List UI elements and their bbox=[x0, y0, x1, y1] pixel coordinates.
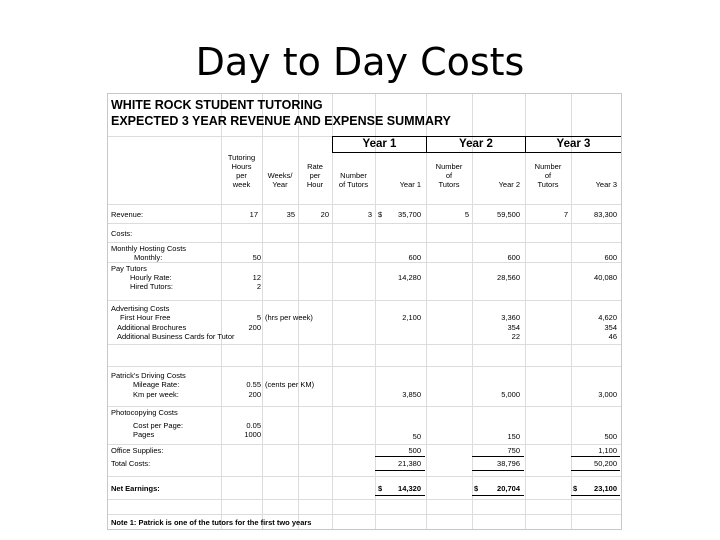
revenue-tutors-y3: 7 bbox=[563, 210, 568, 219]
hosting-label: Monthly Hosting Costs bbox=[111, 244, 187, 253]
gridline bbox=[298, 94, 299, 529]
first-hour-y2: 3,360 bbox=[501, 313, 520, 322]
gridline bbox=[108, 366, 621, 367]
gridline bbox=[332, 94, 333, 529]
net-earnings-y1: 14,320 bbox=[398, 484, 421, 493]
revenue-y3: 83,300 bbox=[594, 210, 617, 219]
driving-y2: 5,000 bbox=[501, 390, 520, 399]
office-supplies-y1: 500 bbox=[408, 446, 421, 455]
office-supplies-y3: 1,100 bbox=[598, 446, 617, 455]
office-supplies-y2: 750 bbox=[507, 446, 520, 455]
gridline bbox=[108, 204, 621, 205]
net-earnings-y2: 20,704 bbox=[497, 484, 520, 493]
business-cards-y2: 22 bbox=[511, 332, 520, 341]
total-costs-y1: 21,380 bbox=[398, 459, 421, 468]
net-double-rule-y2 bbox=[472, 495, 524, 496]
hosting-y3: 600 bbox=[604, 253, 617, 262]
spreadsheet bbox=[107, 93, 622, 530]
gridline bbox=[108, 514, 621, 515]
revenue-hours: 17 bbox=[249, 210, 258, 219]
gridline bbox=[108, 444, 621, 445]
km-value: 200 bbox=[248, 390, 261, 399]
col-head-num3-l1: Number bbox=[534, 162, 562, 171]
col-head-num1-l2: of Tutors bbox=[338, 180, 369, 189]
col-head-y2: Year 2 bbox=[498, 180, 520, 189]
col-head-rate bbox=[298, 162, 332, 189]
col-head-num3-l3: Tutors bbox=[537, 180, 559, 189]
first-hour-y3: 4,620 bbox=[598, 313, 617, 322]
hosting-y2: 600 bbox=[507, 253, 520, 262]
revenue-rate: 20 bbox=[320, 210, 329, 219]
gridline bbox=[108, 300, 621, 301]
net-earnings-label: Net Earnings: bbox=[111, 484, 160, 493]
net-dollar-y2: $ bbox=[474, 484, 479, 493]
advertising-label: Advertising Costs bbox=[111, 304, 170, 313]
revenue-dollar-y1: $ bbox=[378, 210, 383, 219]
col-head-weeks-l1: Weeks/ bbox=[267, 171, 293, 180]
photocopy-label: Photocopying Costs bbox=[111, 408, 178, 417]
year2-heading: Year 2 bbox=[459, 138, 493, 150]
photocopy-y2: 150 bbox=[507, 432, 520, 441]
gridline bbox=[262, 94, 263, 529]
mileage-value: 0.55 bbox=[246, 380, 261, 389]
revenue-y1: 35,700 bbox=[398, 210, 421, 219]
net-rule-y2 bbox=[472, 470, 524, 471]
business-cards-y3: 46 bbox=[608, 332, 617, 341]
col-head-weeks bbox=[262, 171, 298, 189]
net-rule-y1 bbox=[375, 470, 425, 471]
cost-per-page-value: 0.05 bbox=[246, 421, 261, 430]
hired-tutors-label: Hired Tutors: bbox=[130, 282, 173, 291]
driving-y1: 3,850 bbox=[402, 390, 421, 399]
col-head-num2 bbox=[426, 162, 472, 189]
total-costs-y2: 38,796 bbox=[497, 459, 520, 468]
col-head-num1 bbox=[332, 171, 375, 189]
pay-tutors-y1: 14,280 bbox=[398, 273, 421, 282]
first-hour-label: First Hour Free bbox=[120, 313, 171, 322]
first-hour-y1: 2,100 bbox=[402, 313, 421, 322]
col-head-num2-l2: of bbox=[445, 171, 453, 180]
brochures-value: 200 bbox=[248, 323, 261, 332]
first-hour-value: 5 bbox=[256, 313, 261, 322]
col-head-hours bbox=[221, 153, 262, 189]
revenue-y2: 59,500 bbox=[497, 210, 520, 219]
hosting-sub-label: Monthly: bbox=[134, 253, 163, 262]
year1-heading: Year 1 bbox=[362, 138, 397, 150]
first-hour-note: (hrs per week) bbox=[265, 313, 313, 322]
pages-value: 1000 bbox=[244, 430, 261, 439]
hired-tutors-value: 2 bbox=[256, 282, 261, 291]
sheet-subtitle: EXPECTED 3 YEAR REVENUE AND EXPENSE SUMMARY bbox=[111, 114, 451, 128]
total-rule-y1 bbox=[375, 456, 425, 457]
net-rule-y3 bbox=[571, 470, 620, 471]
year3-heading: Year 3 bbox=[556, 138, 591, 150]
revenue-tutors-y2: 5 bbox=[464, 210, 469, 219]
brochures-y2: 354 bbox=[507, 323, 520, 332]
driving-y3: 3,000 bbox=[598, 390, 617, 399]
costs-label: Costs: bbox=[111, 229, 133, 238]
col-head-rate-l3: Hour bbox=[306, 180, 324, 189]
photocopy-y3: 500 bbox=[604, 432, 617, 441]
col-head-hours-l4: week bbox=[232, 180, 251, 189]
pay-tutors-label: Pay Tutors bbox=[111, 264, 147, 273]
hosting-value: 50 bbox=[252, 253, 261, 262]
gridline bbox=[108, 344, 621, 345]
total-costs-label: Total Costs: bbox=[111, 459, 151, 468]
slide-title: Day to Day Costs bbox=[195, 40, 525, 84]
net-double-rule-y1 bbox=[375, 495, 425, 496]
col-head-y1: Year 1 bbox=[399, 180, 421, 189]
col-head-num2-l3: Tutors bbox=[438, 180, 460, 189]
sheet-title: WHITE ROCK STUDENT TUTORING bbox=[111, 98, 323, 112]
cost-per-page-label: Cost per Page: bbox=[133, 421, 184, 430]
hosting-y1: 600 bbox=[408, 253, 421, 262]
col-head-num3 bbox=[525, 162, 571, 189]
hourly-rate-value: 12 bbox=[252, 273, 261, 282]
total-rule-y3 bbox=[571, 456, 620, 457]
pages-label: Pages bbox=[133, 430, 155, 439]
col-head-rate-l2: per bbox=[309, 171, 321, 180]
gridline bbox=[108, 223, 621, 224]
photocopy-y1: 50 bbox=[412, 432, 421, 441]
col-head-num3-l2: of bbox=[544, 171, 552, 180]
pay-tutors-y3: 40,080 bbox=[594, 273, 617, 282]
col-head-rate-l1: Rate bbox=[307, 162, 323, 171]
gridline bbox=[525, 94, 526, 529]
brochures-y3: 354 bbox=[604, 323, 617, 332]
col-head-num2-l1: Number bbox=[435, 162, 463, 171]
total-costs-y3: 50,200 bbox=[594, 459, 617, 468]
business-cards-label: Additional Business Cards for Tutor bbox=[117, 332, 235, 341]
col-head-hours-l1: Tutoring bbox=[227, 153, 256, 162]
gridline bbox=[108, 242, 621, 243]
total-rule-y2 bbox=[472, 456, 524, 457]
km-label: Km per week: bbox=[133, 390, 179, 399]
hourly-rate-label: Hourly Rate: bbox=[130, 273, 172, 282]
gridline bbox=[108, 499, 621, 500]
col-head-hours-l3: per bbox=[236, 171, 247, 180]
net-double-rule-y3 bbox=[571, 495, 620, 496]
net-earnings-y3: 23,100 bbox=[594, 484, 617, 493]
gridline bbox=[108, 476, 621, 477]
col-head-num1-l1: Number bbox=[340, 171, 367, 180]
col-head-hours-l2: Hours bbox=[231, 162, 252, 171]
footnote: Note 1: Patrick is one of the tutors for the first two years bbox=[111, 518, 312, 527]
mileage-note: (cents per KM) bbox=[265, 380, 315, 389]
pay-tutors-y2: 28,560 bbox=[497, 273, 520, 282]
revenue-tutors-y1: 3 bbox=[367, 210, 372, 219]
net-dollar-y1: $ bbox=[378, 484, 383, 493]
brochures-label: Additional Brochures bbox=[117, 323, 187, 332]
mileage-label: Mileage Rate: bbox=[133, 380, 180, 389]
col-head-y3: Year 3 bbox=[595, 180, 617, 189]
gridline bbox=[108, 406, 621, 407]
net-dollar-y3: $ bbox=[573, 484, 578, 493]
driving-label: Patrick's Driving Costs bbox=[111, 371, 186, 380]
gridline bbox=[426, 94, 427, 529]
revenue-label: Revenue: bbox=[111, 210, 144, 219]
office-supplies-label: Office Supplies: bbox=[111, 446, 164, 455]
col-head-weeks-l2: Year bbox=[272, 180, 288, 189]
revenue-weeks: 35 bbox=[286, 210, 295, 219]
gridline bbox=[108, 262, 621, 263]
